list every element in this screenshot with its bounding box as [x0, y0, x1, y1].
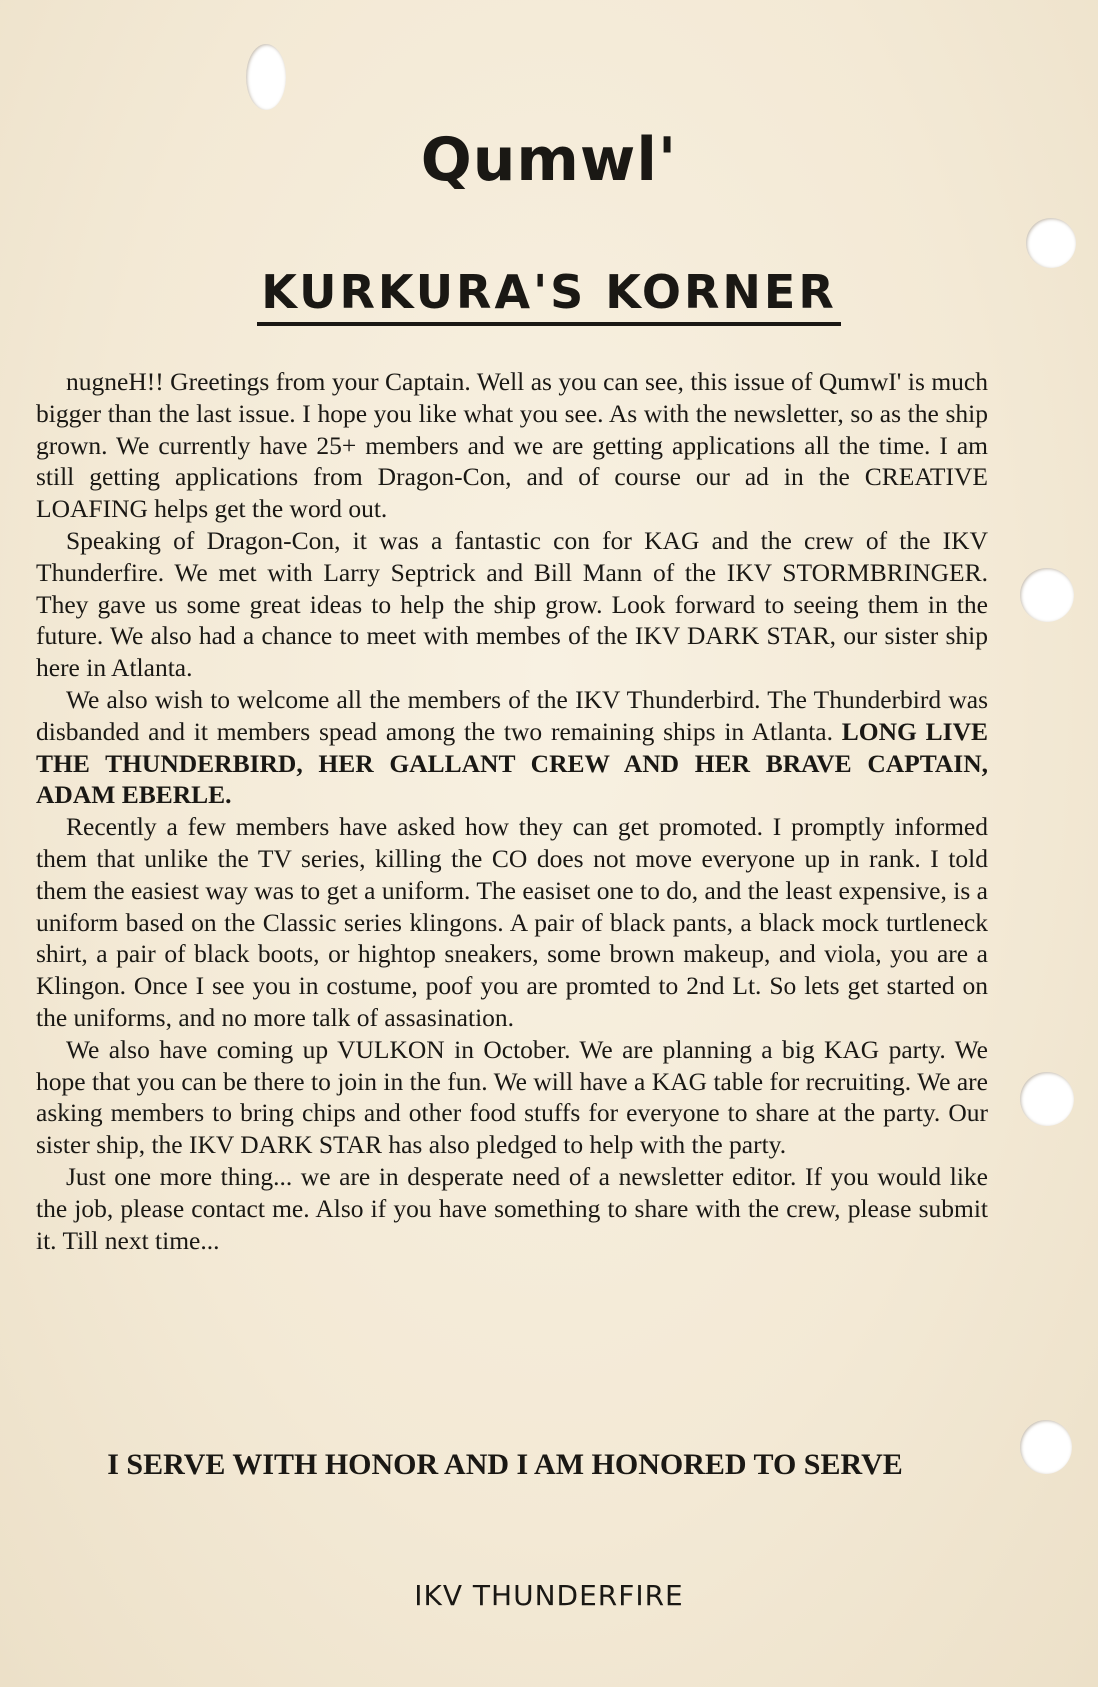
- article-paragraph: Just one more thing... we are in desperate need of a newsletter editor. If you would like the job, please contact me. Also if you have something to share with the crew, please submit it. Till next time...: [36, 1161, 988, 1255]
- article-bold-tribute: LONG LIVE THE THUNDERBIRD, HER GALLANT CREW AND HER BRAVE CAPTAIN, ADAM EBERLE.: [36, 716, 988, 810]
- article-paragraph: We also have coming up VULKON in October. We are planning a big KAG party. We hope that you can be there to join in the fun. We will have a KAG table for recruiting. We are asking members to bring chips and other food stuffs for everyone to share at the party. Our sister ship, the IKV DARK STAR has also pledged to help with the party.: [36, 1034, 988, 1160]
- article-text: Speaking of Dragon-Con, it was a fantastic con for KAG and the crew of the IKV Thunderfire. We met with Larry Septrick and Bill Mann of the IKV STORMBRINGER. They gave us some great ideas to help the ship grow. Look forward to seeing them in the future. We also had a chance to meet with membes of the IKV DARK STAR, our sister ship here in Atlanta.: [36, 525, 988, 683]
- article-paragraph: nugneH!! Greetings from your Captain. Well as you can see, this issue of QumwI' is much bigger than the last issue. I hope you like what you see. As with the newsletter, so as the ship grown. We currently have 25+ members and we are getting applications all the time. I am still getting applications from Dragon-Con, and of course our ad in the CREATIVE LOAFING helps get the word out.: [36, 367, 988, 524]
- footer-ship-name: IKV THUNDERFIRE: [414, 1579, 684, 1612]
- article-paragraph: [36, 525, 988, 684]
- article-text: We also wish to welcome all the members of the IKV Thunderbird. The Thunderbird was disbanded and it members spead among the two remaining ships in Atlanta.: [36, 684, 988, 746]
- binder-hole: [1020, 1420, 1072, 1474]
- binder-hole: [246, 44, 286, 110]
- binder-hole: [1020, 1072, 1074, 1126]
- article-body: [36, 366, 988, 1256]
- article-paragraph: [36, 684, 988, 811]
- binder-hole: [1026, 218, 1076, 268]
- closing-motto: I SERVE WITH HONOR AND I AM HONORED TO SERVE: [107, 1448, 903, 1481]
- binder-hole: [1020, 568, 1074, 622]
- section-title: [0, 262, 1098, 326]
- newsletter-masthead: Qumwl': [420, 125, 678, 195]
- article-paragraph: Recently a few members have asked how they can get promoted. I promptly informed them that unlike the TV series, killing the CO does not move everyone up in rank. I told them the easiest way was to get a uniform. The easiset one to do, and the least expensive, is a uniform based on the Classic series klingons. A pair of black pants, a black mock turtleneck shirt, a pair of black boots, or hightop sneakers, some brown makeup, and viola, you are a Klingon. Once I see you in costume, poof you are promted to 2nd Lt. So lets get started on the uniforms, and no more talk of assasination.: [36, 812, 988, 1032]
- section-title-text: KURKURA'S KORNER: [257, 262, 841, 326]
